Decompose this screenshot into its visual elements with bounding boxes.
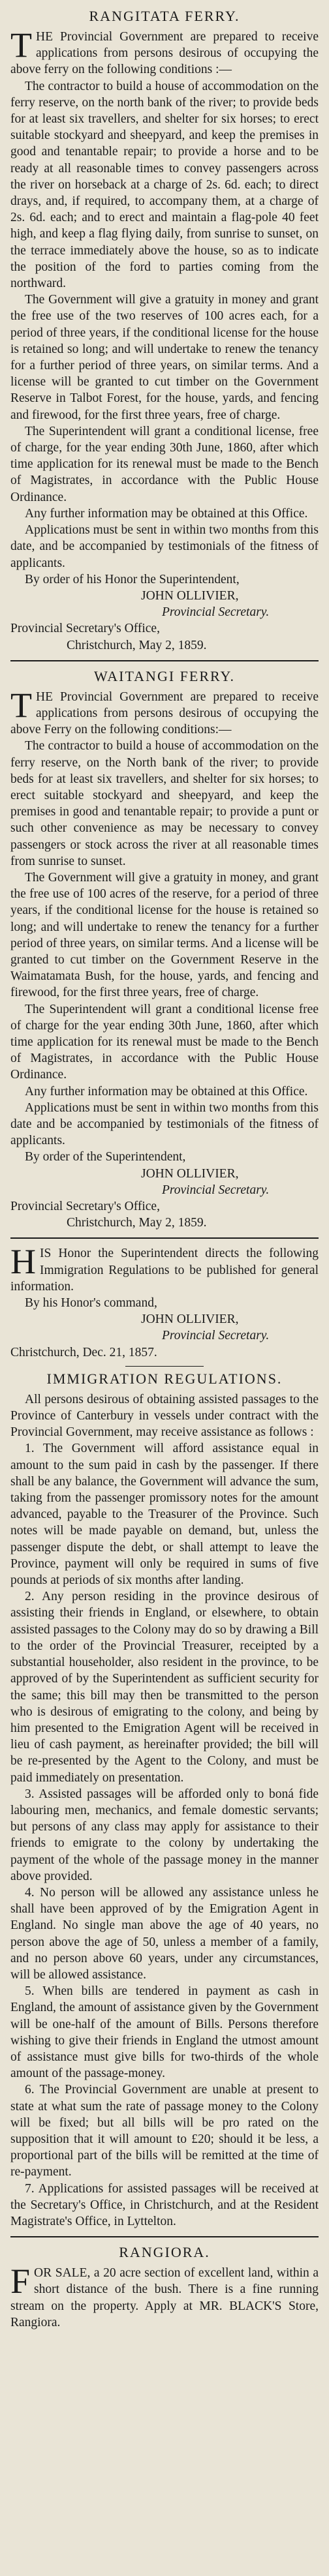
office-date-line: Christchurch, May 2, 1859. [67,638,207,652]
notice-paragraph: Any further information may be obtained at this Office. [25,506,308,521]
notice-lead-paragraph [10,685,319,738]
notice-heading: IMMIGRATION REGULATIONS. [46,1370,283,1387]
notice-paragraph: The contractor to build a house of accommodation on the ferry reserve, on the North bank of the river; to provide beds for at least six travellers, and shelter for six horses; to erect suitable stockyard and sheepyard, and keep the premises in good and tenantable repair; to provide a punt or such other convenience as may be necessary to convey passengers or stock across the river at all reasonable times from sunrise to sunset. [10,739,319,868]
notice-rangiora-sale [10,2244,319,2331]
short-divider [125,1366,204,1367]
paragraph-text: IS Honor the Superintendent directs the following Immigration Regulations to be published for general information. [10,1247,319,1294]
by-order-line: By his Honor's command, [25,1296,157,1311]
office-date-line: Christchurch, May 2, 1859. [67,1216,207,1230]
immigration-regulations [10,1371,319,2230]
notice-heading: RANGITATA FERRY. [89,8,240,24]
notice-paragraph: The Superintendent will grant a conditional license free of charge for the year ending 30th June, 1860, after which time application for its renewal must be made to the Bench of Magistrates, in accordance with the Public House Ordinance. [10,1002,319,1082]
notice-lead-paragraph [10,1242,319,1295]
drop-cap: T [10,685,32,725]
notice-paragraph: The contractor to build a house of accommodation on the ferry reserve, on the north bank of the river; to provide beds for at least six travellers, and shelter for six horses; to erect suitable stockyard and sheepyard, and keep the premises in good and tenantable repair; to provide a horse and to be ready at all reasonable times to convey passengers across the river on horseback at a charge of 2s. 6d. each; to direct drays, and, if required, to accompany them, at a charge of 2s. 6d. each; and to erect and maintain a flag-pole 40 feet high, and keep a flag flying daily, from sunrise to sunset, on the terrace immediately above the house, so as to indicate the position of the ford to parties coming from the northward. [10,79,319,291]
signatory-name: JOHN OLLIVIER, [141,588,239,603]
office-line: Provincial Secretary's Office, [10,1200,160,1214]
notice-paragraph: The Government will give a gratuity in money and grant the free use of the two reserves of 100 acres each, for a period of three years, if the conditional license for the house is retained so long; and will undertake to renew the tenancy for a further period of three years, on similar terms. And a license will be granted to cut timber on the Government Reserve in Talbot Forest, for the house, yards, and fencing and firewood, for the first three years, free of charge. [10,293,319,422]
section-divider [10,2236,319,2237]
by-order-line: By order of the Superintendent, [25,1150,186,1164]
office-line: Provincial Secretary's Office, [10,622,160,636]
regulations-intro: All persons desirous of obtaining assisted passages to the Province of Canterbury in vessels under contract with the Provincial Government, may receive assistance as follows : [10,1392,319,1440]
regulation-item: 6. The Provincial Government are unable at present to state at what sum the rate of passage money to the Colony will be fixed; but all bills will be pro rated on the supposition that it will amount to £20; should it be less, a proportional part of the bills will be remitted at the time of re-payment. [10,2083,319,2179]
notice-immigration-directive [10,1242,319,1360]
regulation-item: 2. Any person residing in the province desirous of assisting their friends in England, or elsewhere, to obtain assisted passages to the Colony may do so by drawing a Bill to the order of the Provincial Treasurer, receipted by a substantial householder, also resident in the province, to be approved of by the Superintendent as sufficient security for the same; this bill may then be transmitted to the person who is desirous of emigrating to the colony, and being by him presented to the Emigration Agent will be received in lieu of cash payment, as hereinafter provided; the bill will be re-presented by the Agent to the Colony, and must be paid immediately on presentation. [10,1590,319,1785]
paragraph-text: HE Provincial Government are prepared to receive applications from persons desirous of occupying the above Ferry on the following conditions:— [10,689,319,737]
notice-paragraph: The Superintendent will grant a conditional license, free of charge, for the year ending 30th June, 1860, after which time application for its renewal must be made to the Bench of Magistrates, in accordance with the Public House Ordinance. [10,424,319,504]
signatory-name: JOHN OLLIVIER, [141,1166,239,1181]
notice-heading: RANGIORA. [119,2244,210,2261]
notice-lead-paragraph [10,25,319,78]
regulation-item: 3. Assisted passages will be afforded only to boná fide labouring men, mechanics, and female domestic servants; but persons of any class may apply for assistance to their friends to emigrate to the colony by undertaking the payment of the whole of the passage money in the manner above provided. [10,1787,319,1883]
paragraph-text: OR SALE, a 20 acre section of excellent land, within a short distance of the bush. There is a fine running stream on the property. Apply at MR. BLACK'S Store, Rangiora. [10,2266,319,2329]
notice-waitangi-ferry [10,668,319,1232]
drop-cap: H [10,1242,36,1282]
section-divider [10,1237,319,1239]
signatory-title: Provincial Secretary. [162,1183,270,1197]
notice-heading: WAITANGI FERRY. [93,667,236,684]
notice-paragraph: The Government will give a gratuity in money, and grant the free use of 100 acres of the reserve, for a period of three years, if the conditional license for the house is retained so long; and will undertake to renew the tenancy for a further period of three years, on similar terms. And a license will be granted to cut timber on the Government Reserve in the Waimatamata Bush, for the house, yards, and fencing and firewood, for the first three years, free of charge. [10,870,319,1000]
regulation-item: 7. Applications for assisted passages will be received at the Secretary's Office, in Christchurch, and at the Resident Magistrate's Office, in Lyttelton. [10,2181,319,2228]
regulation-item: 1. The Government will afford assistance equal in amount to the sum paid in cash by the passenger. If there shall be any balance, the Government will advance the sum, taking from the passenger promissory notes for the amount advanced, payable to the Treasurer of the Province. Such notes will be made payable on demand, but, unless the passenger dispute the debt, or shall attempt to leave the Province, payment will only be required in sums of five pounds at periods of six months after landing. [10,1442,319,1588]
by-order-line: By order of his Honor the Superintendent, [25,572,240,586]
regulation-item: 5. When bills are tendered in payment as cash in England, the amount of assistance given by the Government will be one-half of the amount of Bills. Persons therefore wishing to give their friends in England the utmost amount of assistance must give bills for two-thirds of the whole amount of the passage-money. [10,1984,319,2081]
notice-paragraph: Applications must be sent in within two months from this date, and be accompanied by testimonials of the fitness of applicants. [10,523,319,570]
paragraph-text: HE Provincial Government are prepared to receive applications from persons desirous of occupying the above ferry on the following conditions :— [10,30,319,77]
drop-cap: T [10,25,32,65]
notice-paragraph: Applications must be sent in within two months from this date and be accompanied by testimonials of the fitness of applicants. [10,1100,319,1148]
regulation-item: 4. No person will be allowed any assistance unless he shall have been approved of by the Emigration Agent in England. No single man above the age of 40 years, no person above the age of 50, unless a member of a family, and no person above 60 years, under any circumstances, will be allowed assistance. [10,1885,319,1982]
notice-lead-paragraph [10,2262,319,2331]
signatory-title: Provincial Secretary. [162,605,270,620]
notice-rangitata-ferry [10,8,319,654]
signatory-title: Provincial Secretary. [162,1329,270,1343]
drop-cap: F [10,2262,31,2301]
section-divider [10,660,319,661]
office-date-line: Christchurch, Dec. 21, 1857. [10,1345,157,1359]
signatory-name: JOHN OLLIVIER, [141,1312,239,1327]
notice-paragraph: Any further information may be obtained at this Office. [25,1084,308,1099]
